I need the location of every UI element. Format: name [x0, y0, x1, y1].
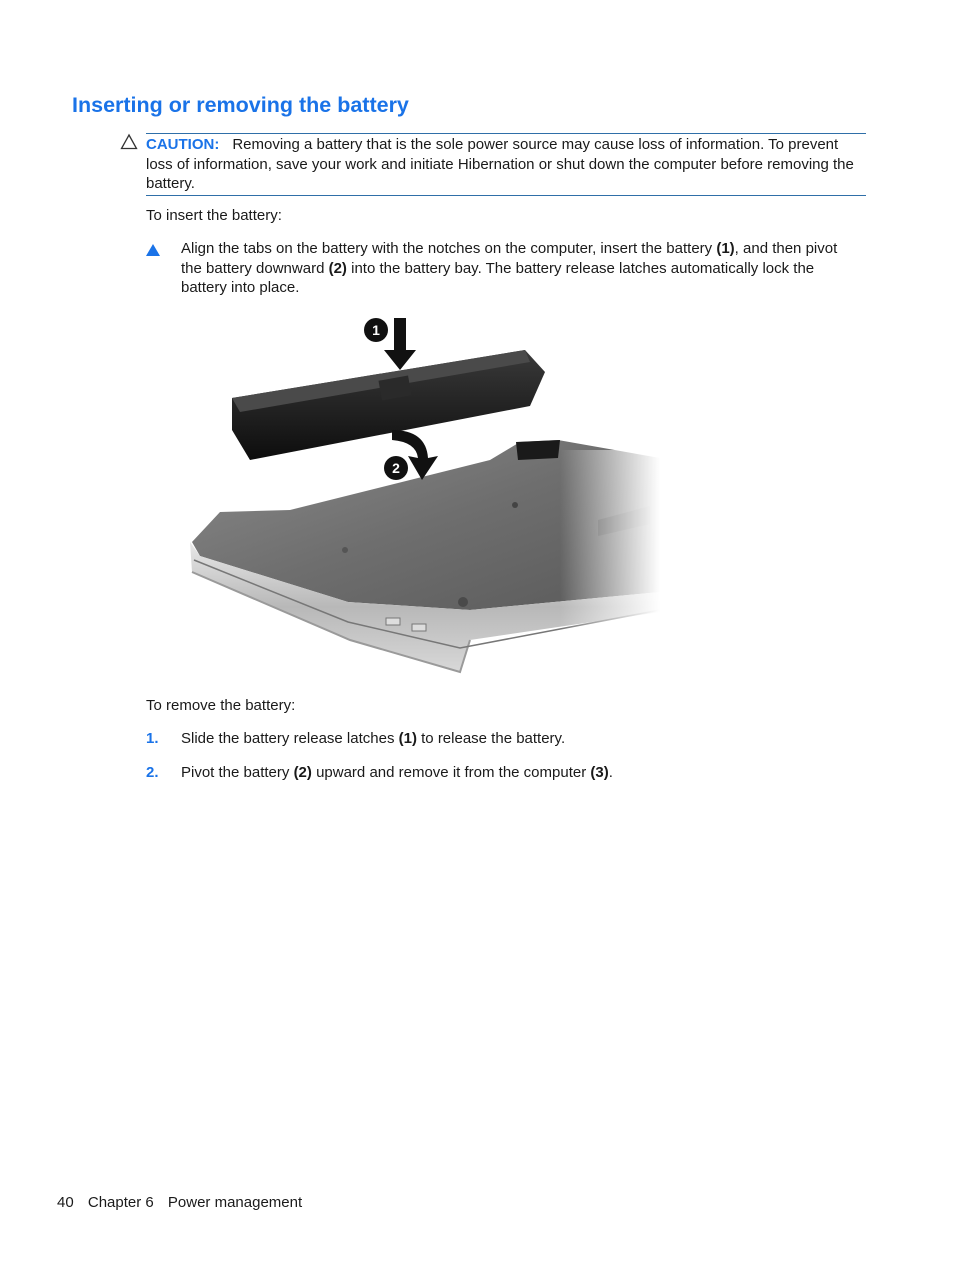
insert-step-bold-2: (2): [328, 259, 347, 277]
remove-step-2-number: 2.: [146, 764, 159, 781]
insert-intro: To insert the battery:: [146, 207, 282, 224]
callout-1: 1: [372, 322, 380, 338]
remove-intro: To remove the battery:: [146, 697, 296, 714]
insert-step: [181, 239, 861, 298]
blue-triangle-bullet-icon: [145, 243, 161, 257]
caution-text: Removing a battery that is the sole power source may cause loss of information. To prevent loss of information, save your work and initiate Hibernation or shut down the computer before removing the battery.: [146, 136, 854, 192]
remove-step-2: [181, 763, 861, 783]
caution-box: [146, 133, 866, 196]
remove-step-1-text-2: to release the battery.: [416, 730, 566, 747]
insert-step-text-1: Align the tabs on the battery with the notches on the computer, insert the battery: [181, 240, 717, 257]
footer-chapter: Chapter 6: [87, 1194, 154, 1211]
insert-step-text-2: , and then pivot the battery downward: [181, 240, 838, 277]
remove-step-2-bold-2: (3): [590, 764, 609, 781]
remove-step-2-bold-1: (2): [293, 764, 312, 781]
remove-step-2-text-1: Pivot the battery: [181, 764, 294, 781]
remove-step-1: [181, 729, 861, 749]
remove-step-1-text-1: Slide the battery release latches: [181, 730, 399, 747]
remove-step-1-number: 1.: [146, 730, 159, 747]
remove-step-2-text-3: .: [608, 764, 613, 781]
footer-title: Power management: [167, 1194, 303, 1211]
battery-illustration: [180, 310, 660, 680]
page-number: 40: [57, 1194, 74, 1211]
remove-step-1-bold-1: (1): [398, 730, 417, 747]
caution-triangle-icon: [120, 133, 138, 151]
insert-step-text-3: into the battery bay. The battery release latches automatically lock the battery into place.: [181, 259, 815, 296]
remove-step-2-text-2: upward and remove it from the computer: [311, 764, 591, 781]
page-footer: [57, 1193, 312, 1212]
page-title: Inserting or removing the battery: [72, 93, 409, 117]
insert-step-bold-1: (1): [716, 240, 735, 257]
caution-label: CAUTION:: [146, 136, 220, 153]
callout-2: 2: [392, 460, 400, 476]
